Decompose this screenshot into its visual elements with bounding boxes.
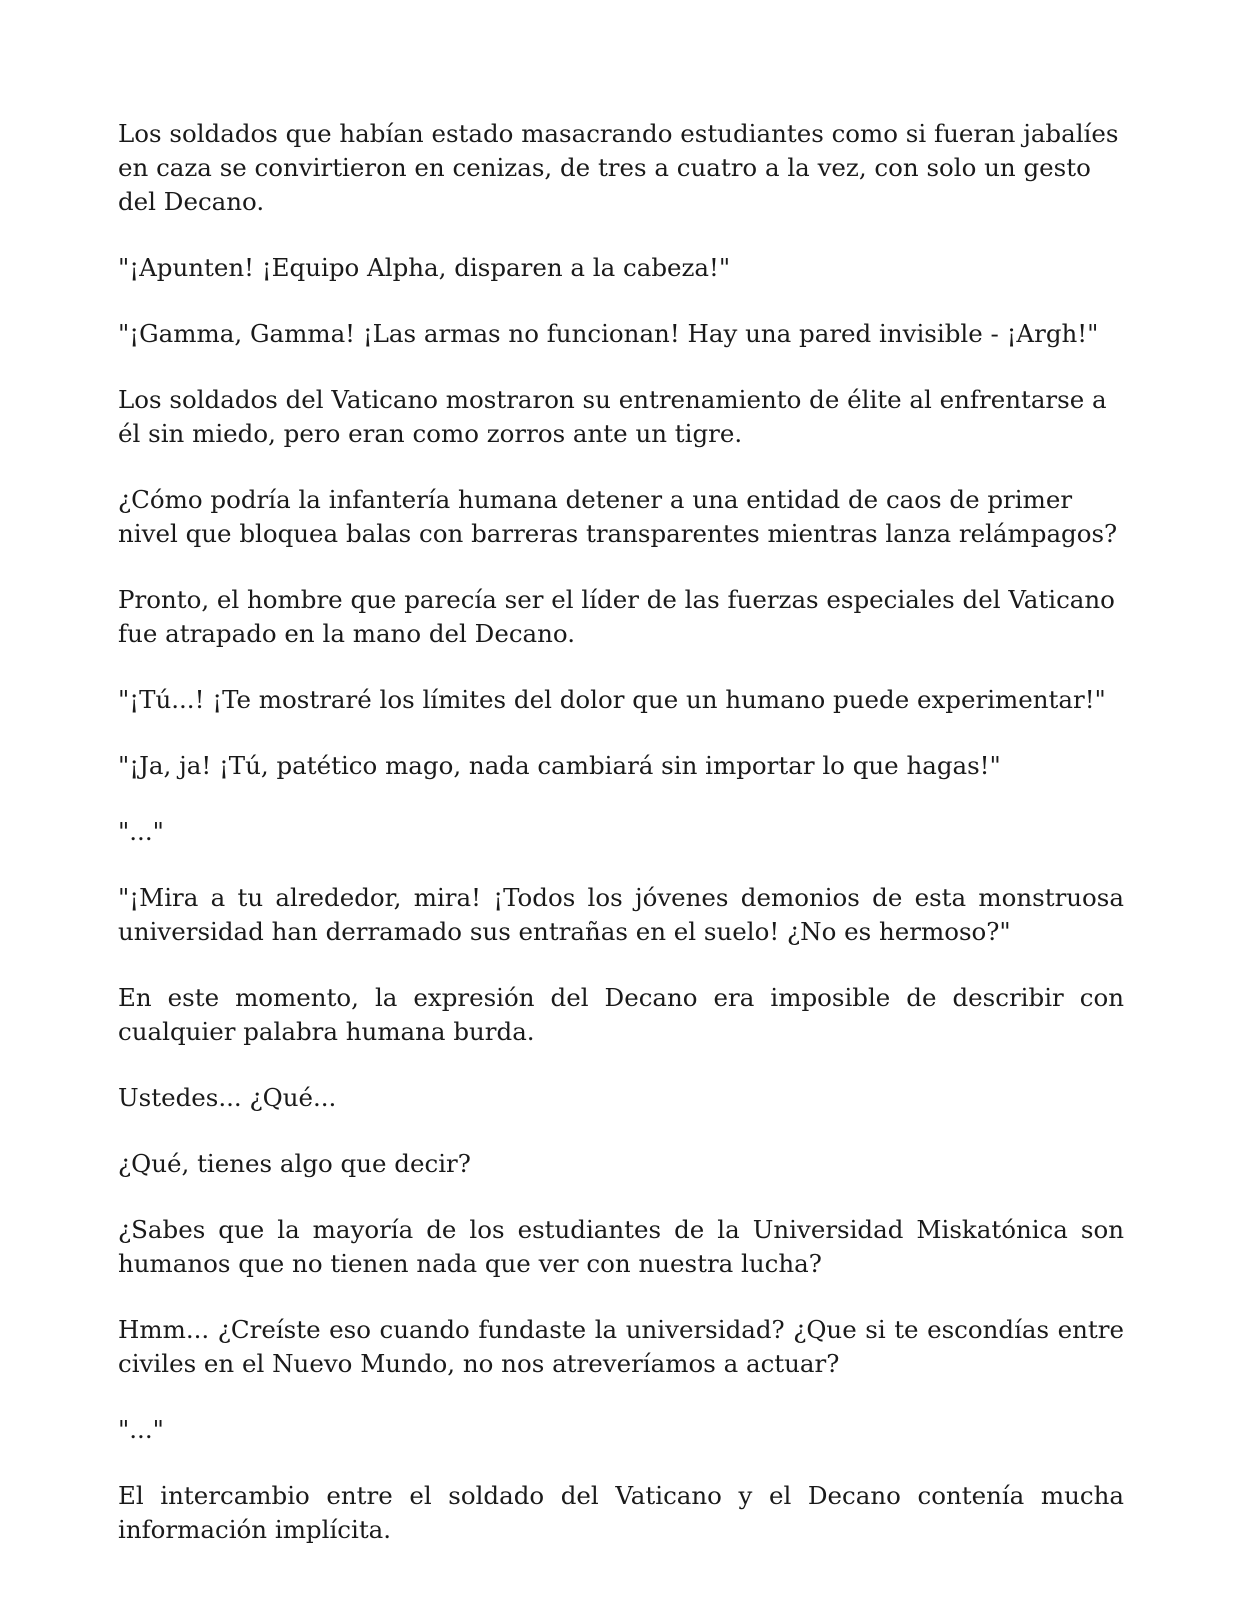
paragraph: El intercambio entre el soldado del Vaticano y el Decano contenía mucha información implícita.	[118, 1481, 1124, 1544]
paragraph: ¿Sabes que la mayoría de los estudiantes de la Universidad Miskatónica son humanos que no tienen nada que ver con nuestra lucha?	[118, 1215, 1124, 1278]
paragraph: "¡Apunten! ¡Equipo Alpha, disparen a la cabeza!"	[118, 253, 731, 282]
paragraph: En este momento, la expresión del Decano era imposible de describir con cualquier palabra humana burda.	[118, 983, 1124, 1046]
paragraph: "..."	[118, 1415, 164, 1444]
paragraph: "¡Gamma, Gamma! ¡Las armas no funcionan! Hay una pared invisible - ¡Argh!"	[118, 319, 1099, 348]
paragraph: Ustedes... ¿Qué...	[118, 1083, 337, 1112]
paragraph: Los soldados del Vaticano mostraron su entrenamiento de élite al enfrentarse a él sin miedo, pero eran como zorros ante un tigre.	[118, 385, 1107, 448]
paragraph: "¡Mira a tu alrededor, mira! ¡Todos los jóvenes demonios de esta monstruosa universidad han derramado sus entrañas en el suelo! ¿No es hermoso?"	[118, 883, 1124, 946]
paragraph: "..."	[118, 817, 164, 846]
paragraph: Los soldados que habían estado masacrando estudiantes como si fueran jabalíes en caza se convirtieron en cenizas, de tres a cuatro a la vez, con solo un gesto del Decano.	[118, 119, 1119, 216]
body-text	[118, 117, 1124, 1579]
paragraph: Hmm... ¿Creíste eso cuando fundaste la universidad? ¿Que si te escondías entre civiles en el Nuevo Mundo, no nos atreveríamos a actuar?	[118, 1315, 1124, 1378]
paragraph: "¡Ja, ja! ¡Tú, patético mago, nada cambiará sin importar lo que hagas!"	[118, 751, 1001, 780]
paragraph: ¿Qué, tienes algo que decir?	[118, 1149, 471, 1178]
paragraph: ¿Cómo podría la infantería humana detener a una entidad de caos de primer nivel que bloquea balas con barreras transparentes mientras lanza relámpagos?	[118, 485, 1118, 548]
paragraph: "¡Tú...! ¡Te mostraré los límites del dolor que un humano puede experimentar!"	[118, 685, 1106, 714]
paragraph: Pronto, el hombre que parecía ser el líder de las fuerzas especiales del Vaticano fue atrapado en la mano del Decano.	[118, 585, 1115, 648]
